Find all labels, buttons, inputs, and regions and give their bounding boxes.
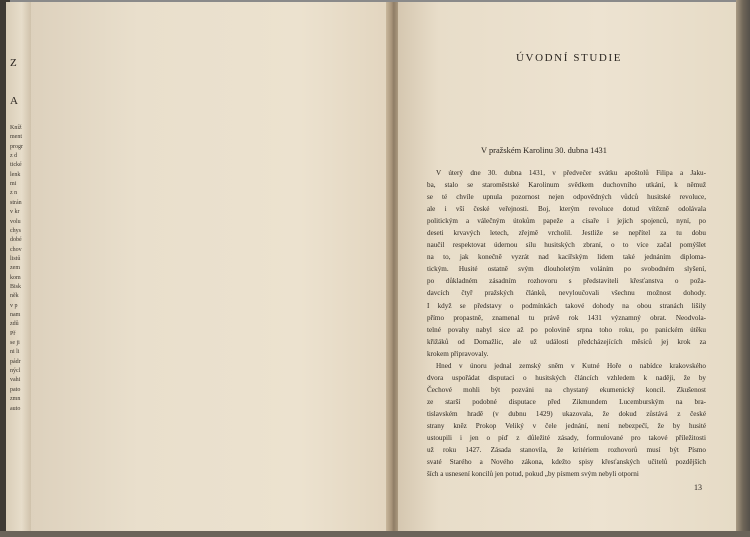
text-line: Čechové mohli být pozváni na chystaný ekumenický koncil. Zkušenost <box>427 385 706 394</box>
text-line: davcích čtyř pražských článků, nevyloučovali všechnu možnost dohody. <box>427 289 706 298</box>
text-line: přímo propastně, znamenal tu právě rok 1431 významný obrat. Neodvola- <box>427 313 706 322</box>
text-line: křižáků od Domažlic, ale už události předcházejících měsíců jej krok za <box>427 337 706 346</box>
text-line: I když se představy o podmínkách takové dohody na obou stranách lišily <box>427 301 706 310</box>
margin-fragment: Z <box>10 57 17 69</box>
margin-fragment: zem <box>10 265 20 272</box>
body-text <box>427 167 706 480</box>
text-line: krokem připravovaly. <box>427 349 489 358</box>
text-line: na to, jak konečně vyzrát nad kacířským lidem také jednáním diploma- <box>427 253 706 262</box>
text-line: ale i vší české veřejnosti. Boj, kterým revoluce dotud vítězně odolávala <box>427 205 706 214</box>
margin-fragment: se ji <box>10 340 20 347</box>
text-line: už roku 1427. Zásada stanovila, že kritériem rozhovorů musí být Písmo <box>427 446 706 455</box>
text-line: dvora uspořádat disputaci o husitských článcích vzhledem k naději, že by <box>427 373 706 382</box>
margin-fragment: A <box>10 95 18 107</box>
margin-fragment: pato <box>10 386 21 393</box>
text-line: ších a usnesení koncilů jen potud, pokud „by písmem svým nebyli otporni <box>427 470 639 479</box>
previous-page-edge <box>6 2 33 535</box>
text-line: Hned v únoru jednal zemský sněm v Kutné Hoře o nabídce krakovského <box>436 361 706 370</box>
left-page-blank <box>31 2 390 532</box>
text-line: naučil respektovat údernou sílu husitských zbraní, o to více začal pomýšlet <box>427 241 706 250</box>
margin-fragment: auto <box>10 405 21 412</box>
margin-fragment: ment <box>10 134 22 141</box>
margin-fragment: progr <box>10 143 23 150</box>
margin-fragment: v kr <box>10 209 20 216</box>
margin-fragment: Bisk <box>10 283 22 290</box>
book-edge-bottom <box>0 531 750 537</box>
book-edge-right <box>736 0 750 537</box>
margin-fragment: lenk <box>10 171 21 178</box>
text-line: svaté Starého a Nového zákona, kdežto spisy křesťanských učitelů pozdějších <box>427 458 706 467</box>
page-number: 13 <box>694 483 702 492</box>
margin-fragment: ni li <box>10 349 20 356</box>
text-line: ba, stalo se staroměstské Karolinum svědkem duchovního utkání, k němuž <box>427 181 706 190</box>
margin-fragment: chys <box>10 227 21 234</box>
margin-fragment: nýcl <box>10 368 21 375</box>
margin-fragment: zmn <box>10 396 21 403</box>
margin-fragment: mi <box>10 181 17 188</box>
margin-fragment: dobé <box>10 237 22 244</box>
margin-fragment: zdů <box>10 321 19 328</box>
text-line: deseti krvavých letech, zřejmě vrcholil. Jestliže se nepřítel za tu dobu <box>427 229 706 238</box>
margin-fragment: strán <box>10 199 22 206</box>
margin-fragment: chov <box>10 246 22 253</box>
text-line: politickým a válečným útokům papeže a císaře i jejich spojenců, nyní, po <box>427 217 706 226</box>
margin-fragment: něk <box>10 293 19 300</box>
text-line: ustoupili i jen o píď z důležité zásady, formulované pro takové příležitosti <box>427 434 706 443</box>
margin-fragment: pádr <box>10 358 21 365</box>
margin-fragment: nam <box>10 312 21 318</box>
chapter-subheading: V pražském Karolinu 30. dubna 1431 <box>481 146 607 155</box>
text-line: tickým. Husité ostatně svým dlouholetým voláním po svobodném slyšení, <box>427 265 706 274</box>
margin-fragment: tické <box>10 162 22 169</box>
margin-fragment: listů <box>10 255 21 262</box>
text-line: tislavském hradě (v dubnu 1429) ukazovala, že dokud zůstává z české <box>427 409 706 418</box>
text-line: V úterý dne 30. dubna 1431, v předvečer svátku apoštolů Filipa a Jaku- <box>436 169 706 177</box>
margin-fragment: volu <box>10 218 21 225</box>
margin-fragment: Př <box>10 330 16 337</box>
margin-fragment: vahi <box>10 377 21 384</box>
text-line: po důkladném zásadním rozhovoru s představiteli křesťanstva o poža- <box>427 277 706 286</box>
text-line: se té chvíle upnula pozornost nejen odpovědných vůdců husitské revoluce, <box>427 193 706 202</box>
text-line: telné povahy nabyl sice až po polovině srpna toho roku, po panickém útěku <box>427 325 706 334</box>
text-line: strany kněz Prokop Veliký v čele jednání, není nebezpečí, že by husité <box>427 421 706 430</box>
section-title: ÚVODNÍ STUDIE <box>516 52 623 64</box>
margin-fragment: kom <box>10 274 21 281</box>
text-line: ze starší podobné disputace před Zikmundem Lucemburským na bra- <box>427 397 706 406</box>
margin-fragment: Kníž <box>10 125 22 131</box>
margin-fragment: z n <box>10 190 18 197</box>
margin-fragment: z d <box>10 153 18 160</box>
margin-fragment: v p <box>10 302 18 309</box>
